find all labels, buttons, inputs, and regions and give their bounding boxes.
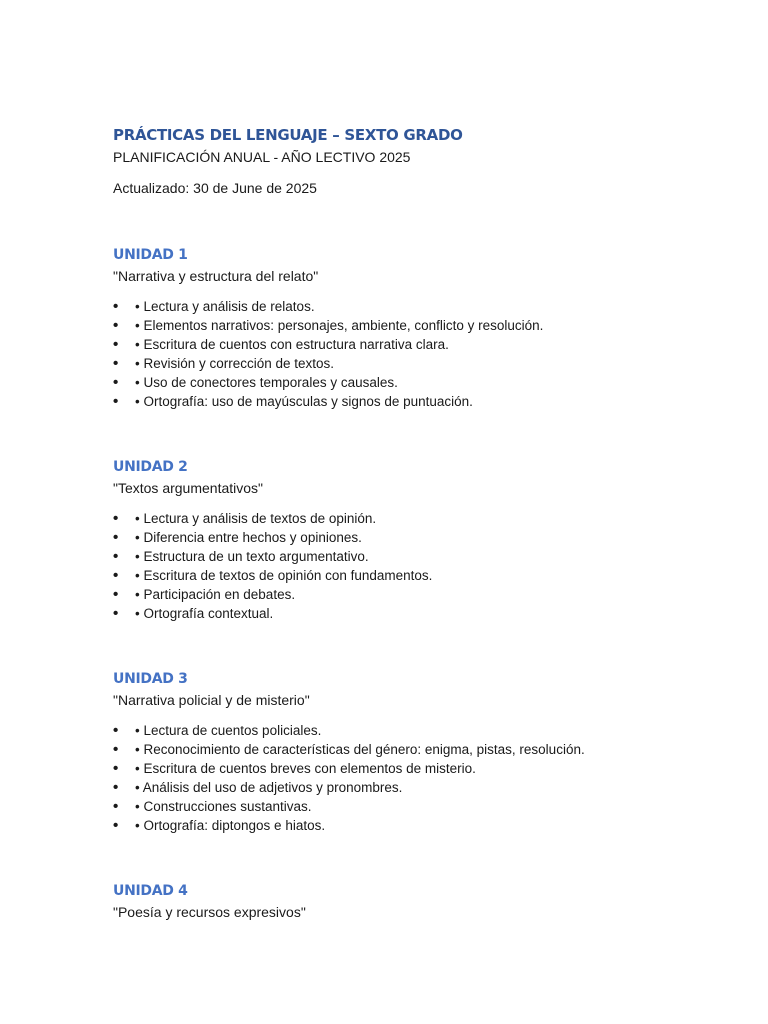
- bullet-icon: •: [113, 779, 119, 796]
- list-item-text: • Lectura y análisis de textos de opinión.: [135, 511, 377, 526]
- list-item-text: • Elementos narrativos: personajes, ambiente, conflicto y resolución.: [135, 318, 544, 333]
- list-item-text: • Reconocimiento de características del género: enigma, pistas, resolución.: [135, 742, 585, 757]
- bullet-icon: •: [113, 393, 119, 410]
- unit-subtitle: "Narrativa y estructura del relato": [113, 268, 319, 284]
- unit-heading: UNIDAD 3: [113, 671, 188, 687]
- bullet-icon: •: [113, 741, 119, 758]
- unit-subtitle: "Narrativa policial y de misterio": [113, 692, 310, 708]
- unit-section-2: [113, 458, 733, 623]
- bullet-icon: •: [113, 317, 119, 334]
- list-item: [113, 373, 733, 392]
- bullet-icon: •: [113, 817, 119, 834]
- list-item: [113, 354, 733, 373]
- list-item-text: • Ortografía contextual.: [135, 606, 274, 621]
- list-item: [113, 604, 733, 623]
- unit-heading: UNIDAD 2: [113, 459, 188, 475]
- bullet-icon: •: [113, 336, 119, 353]
- list-item: [113, 547, 733, 566]
- list-item-text: • Lectura y análisis de relatos.: [135, 299, 315, 314]
- document-page: [113, 126, 733, 921]
- bullet-icon: •: [113, 355, 119, 372]
- bullet-icon: •: [113, 374, 119, 391]
- list-item-text: • Participación en debates.: [135, 587, 296, 602]
- list-item: [113, 392, 733, 411]
- bullet-icon: •: [113, 298, 119, 315]
- bullet-icon: •: [113, 529, 119, 546]
- list-item-text: • Estructura de un texto argumentativo.: [135, 549, 369, 564]
- bullet-icon: •: [113, 567, 119, 584]
- unit-subtitle: "Poesía y recursos expresivos": [113, 904, 306, 920]
- list-item-text: • Análisis del uso de adjetivos y pronombres.: [135, 780, 403, 795]
- list-item-text: • Escritura de cuentos con estructura narrativa clara.: [135, 337, 449, 352]
- document-updated-date: Actualizado: 30 de June de 2025: [113, 180, 317, 196]
- list-item-text: • Revisión y corrección de textos.: [135, 356, 335, 371]
- list-item: [113, 585, 733, 604]
- list-item: [113, 759, 733, 778]
- list-item: [113, 778, 733, 797]
- unit-section-1: [113, 246, 733, 411]
- document-title: PRÁCTICAS DEL LENGUAJE – SEXTO GRADO: [113, 126, 463, 144]
- unit-topic-list: [113, 297, 733, 411]
- unit-subtitle: "Textos argumentativos": [113, 480, 264, 496]
- list-item: [113, 297, 733, 316]
- bullet-icon: •: [113, 586, 119, 603]
- unit-topic-list: [113, 721, 733, 835]
- bullet-icon: •: [113, 760, 119, 777]
- list-item-text: • Uso de conectores temporales y causales.: [135, 375, 398, 390]
- units-container: [113, 246, 733, 921]
- unit-section-3: [113, 670, 733, 835]
- list-item: [113, 509, 733, 528]
- bullet-icon: •: [113, 510, 119, 527]
- list-item: [113, 335, 733, 354]
- list-item: [113, 797, 733, 816]
- list-item-text: • Escritura de textos de opinión con fundamentos.: [135, 568, 433, 583]
- unit-heading: UNIDAD 4: [113, 883, 188, 899]
- bullet-icon: •: [113, 798, 119, 815]
- bullet-icon: •: [113, 548, 119, 565]
- unit-topic-list: [113, 509, 733, 623]
- unit-heading: UNIDAD 1: [113, 247, 188, 263]
- unit-section-4: [113, 882, 733, 921]
- list-item: [113, 740, 733, 759]
- bullet-icon: •: [113, 722, 119, 739]
- list-item: [113, 816, 733, 835]
- document-subtitle: PLANIFICACIÓN ANUAL - AÑO LECTIVO 2025: [113, 149, 411, 165]
- bullet-icon: •: [113, 605, 119, 622]
- list-item: [113, 316, 733, 335]
- list-item: [113, 528, 733, 547]
- list-item: [113, 566, 733, 585]
- list-item-text: • Lectura de cuentos policiales.: [135, 723, 322, 738]
- list-item-text: • Ortografía: uso de mayúsculas y signos de puntuación.: [135, 394, 473, 409]
- list-item: [113, 721, 733, 740]
- list-item-text: • Escritura de cuentos breves con elementos de misterio.: [135, 761, 476, 776]
- list-item-text: • Ortografía: diptongos e hiatos.: [135, 818, 326, 833]
- list-item-text: • Diferencia entre hechos y opiniones.: [135, 530, 362, 545]
- list-item-text: • Construcciones sustantivas.: [135, 799, 312, 814]
